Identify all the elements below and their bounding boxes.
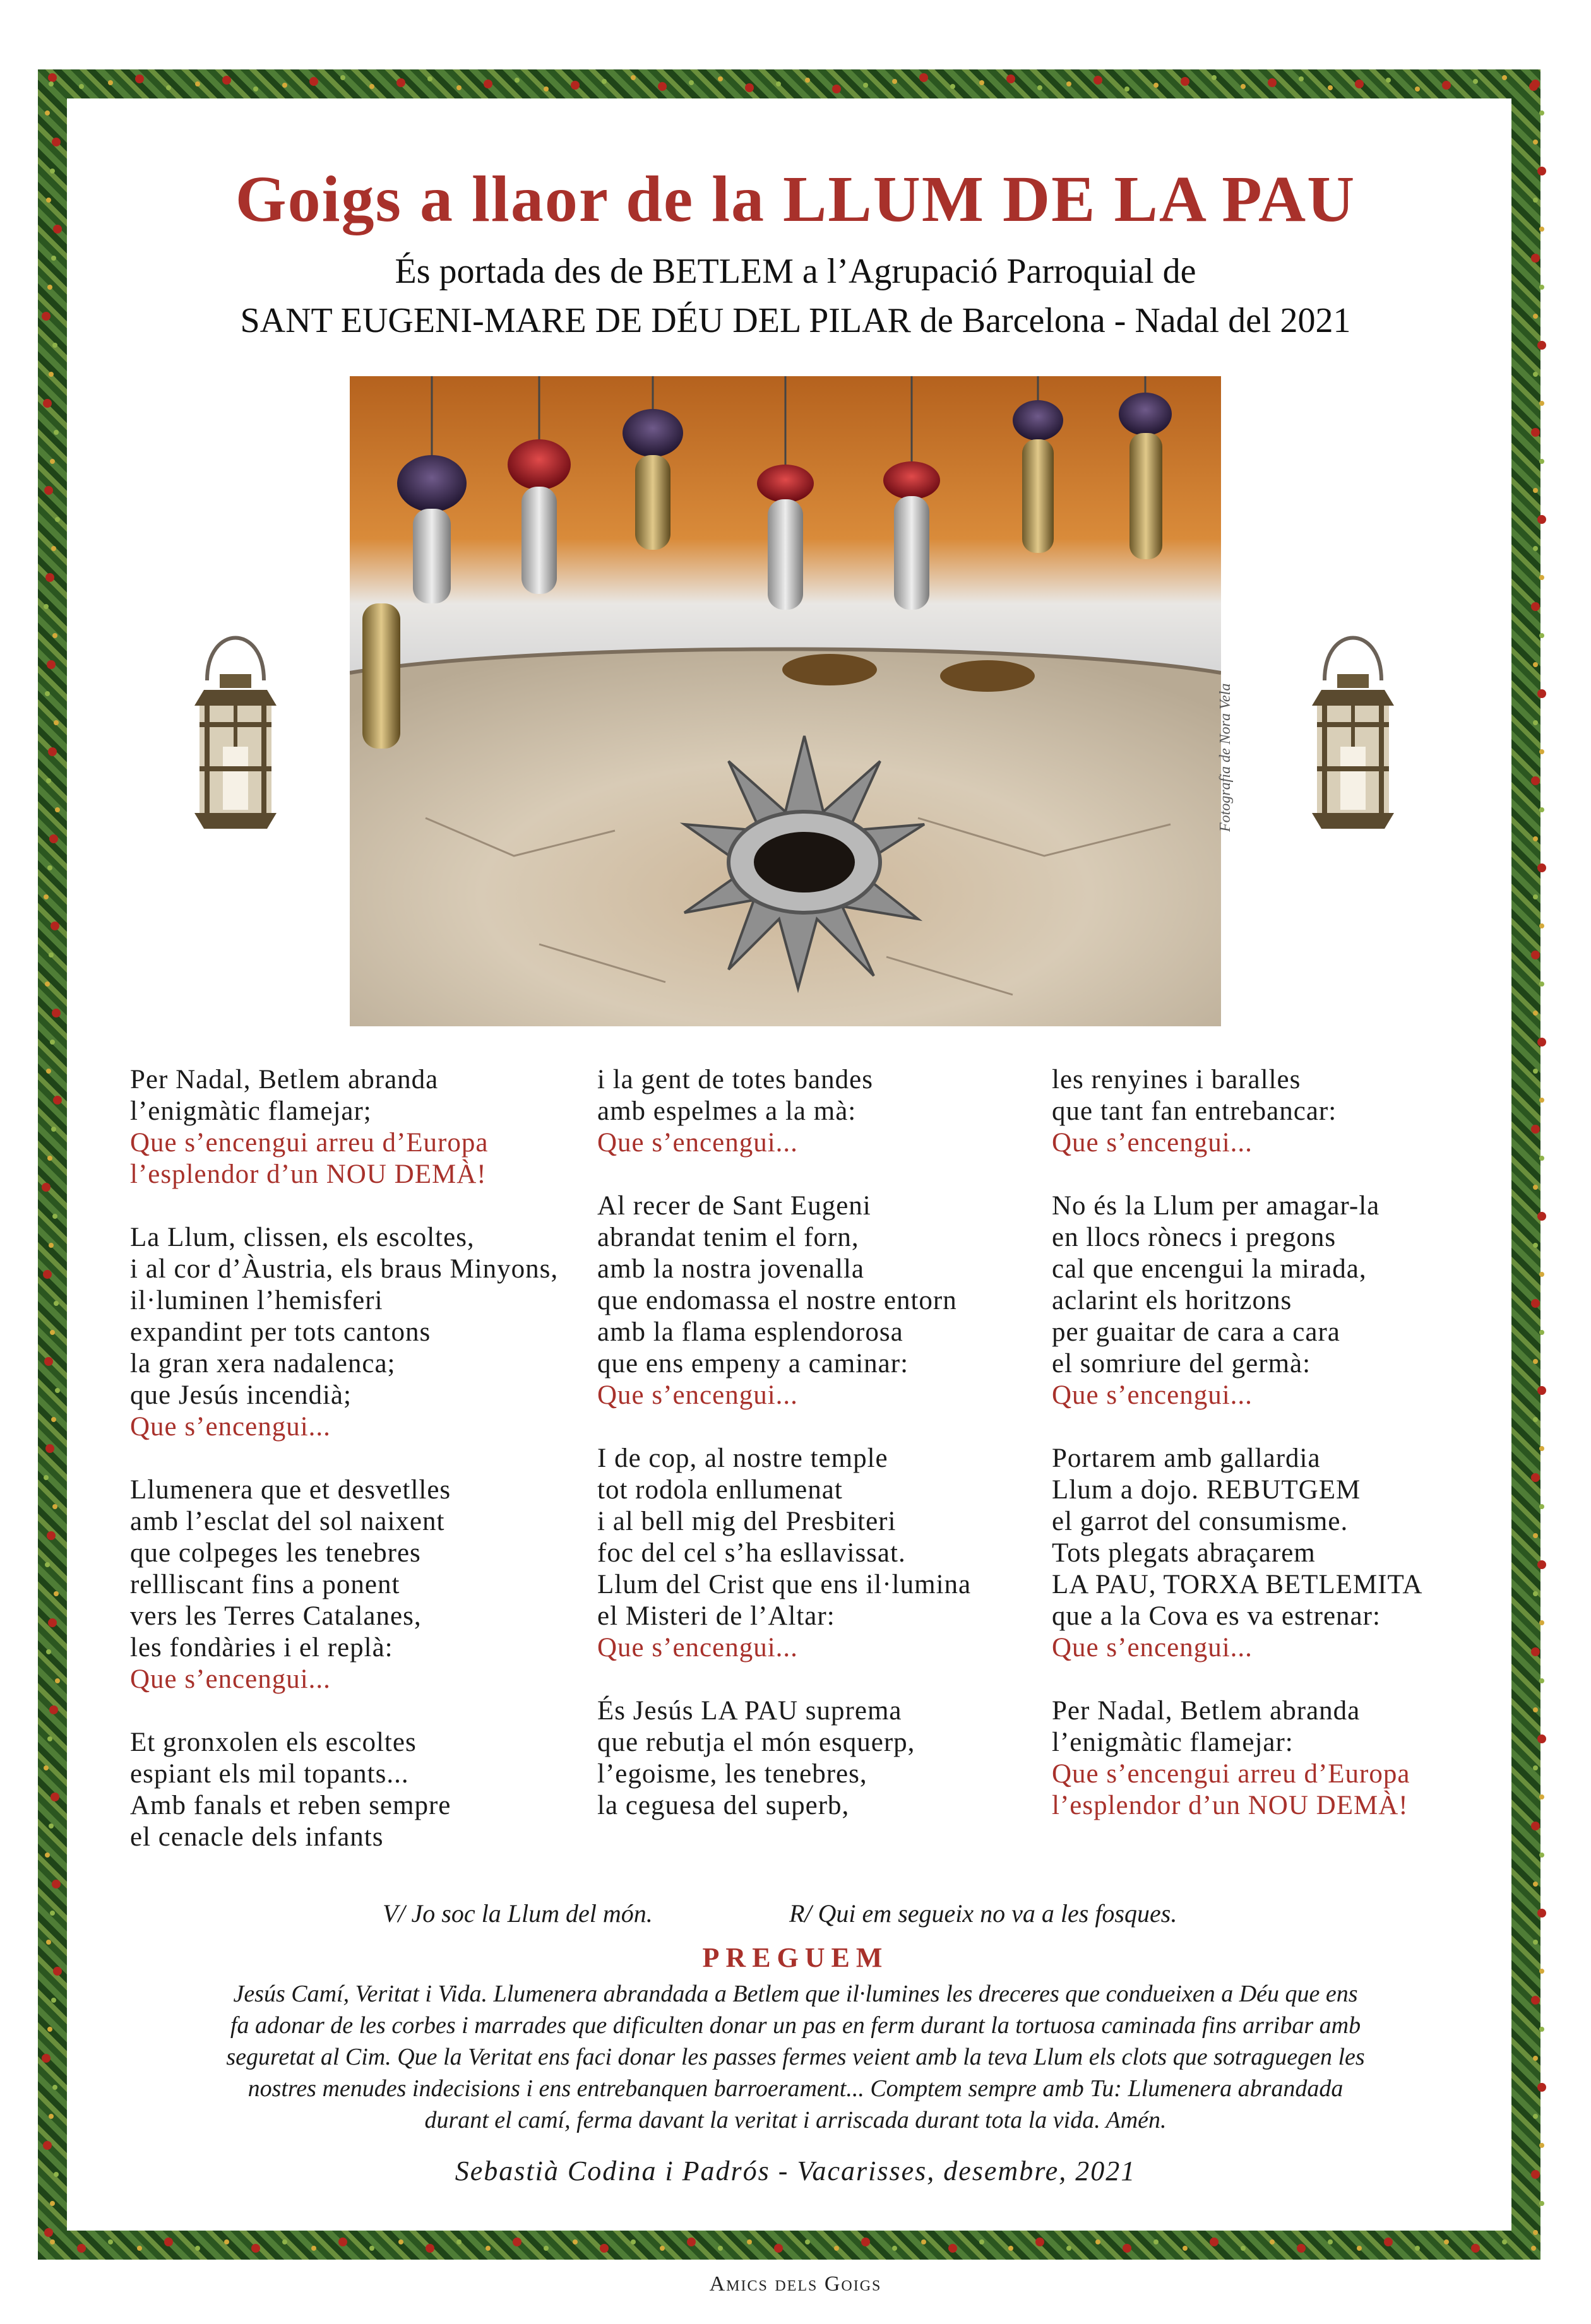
verse-line: espiant els mil topants... <box>130 1759 409 1789</box>
stanza <box>1052 1695 1494 1822</box>
refrain-line: Que s’encengui... <box>130 1412 331 1442</box>
nativity-grotto-photo <box>350 376 1221 1026</box>
verse-line: cal que encengui la mirada, <box>1052 1254 1367 1284</box>
page-title: Goigs a llaor de la LLUM DE LA PAU <box>235 163 1356 235</box>
prayer-line: durant el camí, ferma davant la veritat i arriscada durant tota la vida. Amén. <box>424 2107 1167 2133</box>
verse-line: Al recer de Sant Eugeni <box>597 1191 871 1221</box>
verse-line: el Misteri de l’Altar: <box>597 1601 835 1631</box>
verse-line: l’egoisme, les tenebres, <box>597 1759 867 1789</box>
verse-line: La Llum, clissen, els escoltes, <box>130 1223 475 1252</box>
verse-line: tot rodola enllumenat <box>597 1475 843 1505</box>
stanza <box>597 1695 1039 1822</box>
subtitle-line-1: És portada des de BETLEM a l’Agrupació Parroquial de <box>395 252 1196 291</box>
verse-line: Per Nadal, Betlem abranda <box>1052 1696 1361 1726</box>
verse-line: i al cor d’Àustria, els braus Minyons, <box>130 1254 559 1284</box>
stanza <box>130 1064 572 1190</box>
verse-line: la ceguesa del superb, <box>597 1791 850 1820</box>
verse-line: abrandat tenim el forn, <box>597 1223 859 1252</box>
prayer-line: fa adonar de les corbes i marrades que dificulten donar un pas en ferm durant la tortuosa caminada fins arribar amb <box>230 2012 1361 2039</box>
photo-credit: Fotografia de Nora Vela <box>1217 683 1234 832</box>
lantern-left-icon <box>182 611 289 851</box>
refrain-line: Que s’encengui... <box>1052 1633 1253 1663</box>
verse-line: És Jesús LA PAU suprema <box>597 1696 902 1726</box>
verse-line: expandint per tots cantons <box>130 1317 431 1347</box>
stanza <box>597 1064 1039 1159</box>
verse-line: I de cop, al nostre temple <box>597 1444 888 1473</box>
versicle: V/ Jo soc la Llum del món. <box>383 1899 653 1928</box>
verse-column-3 <box>1052 1064 1494 1853</box>
refrain-line: Que s’encengui... <box>597 1633 798 1663</box>
verse-line: que a la Cova es va estrenar: <box>1052 1601 1381 1631</box>
refrain-line: Que s’encengui... <box>1052 1380 1253 1410</box>
verse-line: rellliscant fins a ponent <box>130 1570 400 1599</box>
stanza <box>1052 1064 1494 1159</box>
verse-line: Llum del Crist que ens il·lumina <box>597 1570 972 1599</box>
prayer-heading: PREGUEM <box>702 1942 889 1973</box>
lantern-right-icon <box>1299 611 1407 851</box>
author-signature: Sebastià Codina i Padrós - Vacarisses, desembre, 2021 <box>455 2155 1136 2186</box>
verse-line: amb la nostra jovenalla <box>597 1254 864 1284</box>
subtitle-line-2: SANT EUGENI-MARE DE DÉU DEL PILAR de Barcelona - Nadal del 2021 <box>240 301 1351 340</box>
verse-line: que Jesús incendià; <box>130 1380 352 1410</box>
stanza <box>130 1474 572 1695</box>
verse-line: No és la Llum per amagar-la <box>1052 1191 1380 1221</box>
stanza <box>1052 1190 1494 1411</box>
refrain-line: Que s’encengui... <box>130 1664 331 1694</box>
refrain-line: Que s’encengui... <box>1052 1128 1253 1158</box>
verse-line: Et gronxolen els escoltes <box>130 1728 417 1757</box>
verse-line: foc del cel s’ha esllavissat. <box>597 1538 906 1568</box>
verse-line: les renyines i baralles <box>1052 1065 1301 1094</box>
verse-line: el somriure del germà: <box>1052 1349 1311 1378</box>
verse-column-2 <box>597 1064 1039 1853</box>
verse-line: per guaitar de cara a cara <box>1052 1317 1340 1347</box>
verse-line: amb la flama esplendorosa <box>597 1317 903 1347</box>
refrain-line: l’esplendor d’un NOU DEMÀ! <box>1052 1791 1409 1820</box>
verse-line: les fondàries i el replà: <box>130 1633 393 1663</box>
verse-line: la gran xera nadalenca; <box>130 1349 396 1378</box>
prayer-text <box>144 1978 1447 2136</box>
stanza <box>597 1443 1039 1664</box>
verse-line: Amb fanals et reben sempre <box>130 1791 451 1820</box>
goigs-sheet <box>81 112 1510 2217</box>
stanza <box>130 1222 572 1443</box>
verse-line: l’enigmàtic flamejar; <box>130 1096 372 1126</box>
verse-line: l’enigmàtic flamejar: <box>1052 1728 1294 1757</box>
prayer-line: nostres menudes indecisions i ens entrebanquen barroerament... Comptem sempre amb Tu: Llumenera abrandada <box>247 2075 1344 2102</box>
stanza <box>597 1190 1039 1411</box>
verse-line: el cenacle dels infants <box>130 1822 384 1852</box>
verse-line: i al bell mig del Presbiteri <box>597 1507 897 1536</box>
verse-line: vers les Terres Catalanes, <box>130 1601 422 1631</box>
verse-line: amb l’esclat del sol naixent <box>130 1507 445 1536</box>
verse-line: Per Nadal, Betlem abranda <box>130 1065 439 1094</box>
verse-line: LA PAU, TORXA BETLEMITA <box>1052 1570 1423 1599</box>
verse-line: Llumenera que et desvetlles <box>130 1475 451 1505</box>
refrain-line: Que s’encengui... <box>597 1380 798 1410</box>
refrain-line: Que s’encengui arreu d’Europa <box>1052 1759 1410 1789</box>
verse-line: el garrot del consumisme. <box>1052 1507 1349 1536</box>
response: R/ Qui em segueix no va a les fosques. <box>789 1899 1177 1928</box>
stanza <box>1052 1443 1494 1664</box>
stanza <box>130 1727 572 1853</box>
verse-line: que tant fan entrebancar: <box>1052 1096 1337 1126</box>
verse-column-1 <box>130 1064 572 1885</box>
verse-line: aclarint els horitzons <box>1052 1286 1292 1315</box>
verse-line: que ens empeny a caminar: <box>597 1349 909 1378</box>
verse-line: en llocs rònecs i pregons <box>1052 1223 1337 1252</box>
grotto-illustration <box>350 376 1221 1026</box>
verse-line: Tots plegats abraçarem <box>1052 1538 1316 1568</box>
verse-line: i la gent de totes bandes <box>597 1065 873 1094</box>
verse-line: que colpeges les tenebres <box>130 1538 421 1568</box>
refrain-line: Que s’encengui arreu d’Europa <box>130 1128 489 1158</box>
verse-line: que endomassa el nostre entorn <box>597 1286 957 1315</box>
prayer-line: seguretat al Cim. Que la Veritat ens faci donar les passes fermes veient amb la teva Llum els clots que sotraguegen les <box>226 2044 1365 2070</box>
refrain-line: Que s’encengui... <box>597 1128 798 1158</box>
publisher-footer: Amics dels Goigs <box>709 2272 882 2296</box>
verse-line: il·luminen l’hemisferi <box>130 1286 383 1315</box>
verse-line: Llum a dojo. REBUTGEM <box>1052 1475 1361 1505</box>
verse-line: que rebutja el món esquerp, <box>597 1728 915 1757</box>
prayer-line: Jesús Camí, Veritat i Vida. Llumenera abrandada a Betlem que il·lumines les dreceres que condueixen a Déu que ens <box>233 1981 1358 2007</box>
verse-line: amb espelmes a la mà: <box>597 1096 857 1126</box>
refrain-line: l’esplendor d’un NOU DEMÀ! <box>130 1159 487 1189</box>
verse-line: Portarem amb gallardia <box>1052 1444 1321 1473</box>
